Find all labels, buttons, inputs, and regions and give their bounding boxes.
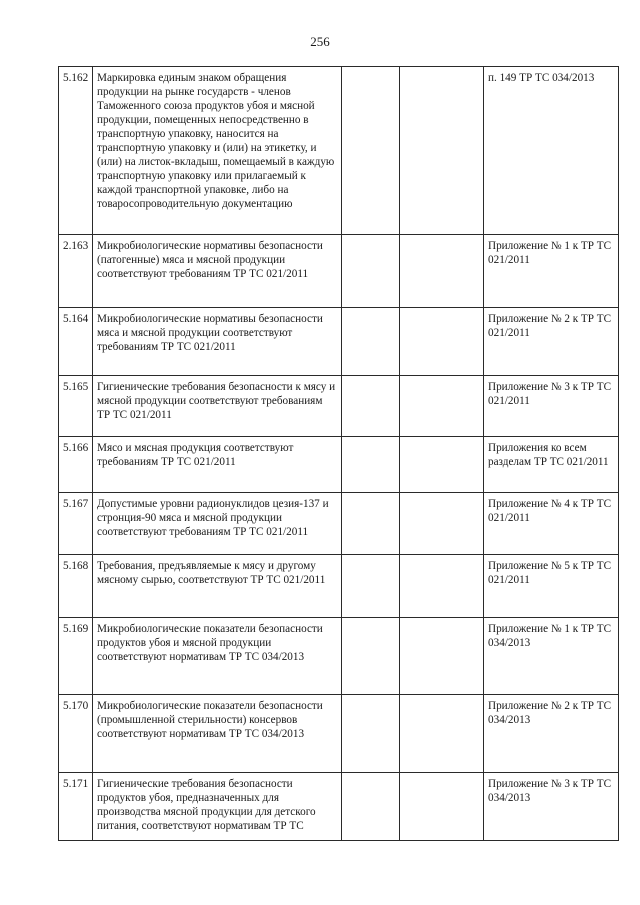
requirements-table [58, 66, 619, 841]
requirement-text: Гигиенические требования безопасности к мясу и мясной продукции соответствуют требованиям ТР ТС 021/2011 [93, 376, 342, 437]
row-number: 5.165 [59, 376, 93, 437]
empty-cell [400, 555, 484, 618]
empty-cell [400, 695, 484, 773]
table-row [59, 555, 619, 618]
empty-cell [342, 695, 400, 773]
table-row [59, 695, 619, 773]
reference-text: Приложение № 1 к ТР ТС 034/2013 [484, 618, 619, 695]
empty-cell [342, 437, 400, 493]
reference-text: Приложение № 4 к ТР ТС 021/2011 [484, 493, 619, 555]
empty-cell [342, 67, 400, 235]
reference-text: Приложение № 3 к ТР ТС 034/2013 [484, 773, 619, 841]
requirement-text: Микробиологические нормативы безопасности (патогенные) мяса и мясной продукции соответствуют требованиям ТР ТС 021/2011 [93, 235, 342, 308]
table-row [59, 437, 619, 493]
row-number: 5.164 [59, 308, 93, 376]
empty-cell [342, 235, 400, 308]
empty-cell [342, 308, 400, 376]
table-row [59, 235, 619, 308]
empty-cell [400, 308, 484, 376]
requirement-text: Микробиологические показатели безопасности продуктов убоя и мясной продукции соответствуют нормативам ТР ТС 034/2013 [93, 618, 342, 695]
row-number: 2.163 [59, 235, 93, 308]
table-row [59, 308, 619, 376]
reference-text: п. 149 ТР ТС 034/2013 [484, 67, 619, 235]
requirement-text: Микробиологические показатели безопасности (промышленной стерильности) консервов соответствуют нормативам ТР ТС 034/2013 [93, 695, 342, 773]
requirement-text: Допустимые уровни радионуклидов цезия-137 и стронция-90 мяса и мясной продукции соответствуют требованиям ТР ТС 021/2011 [93, 493, 342, 555]
requirement-text: Микробиологические нормативы безопасности мяса и мясной продукции соответствуют требованиям ТР ТС 021/2011 [93, 308, 342, 376]
empty-cell [400, 67, 484, 235]
reference-text: Приложения ко всем разделам ТР ТС 021/2011 [484, 437, 619, 493]
empty-cell [400, 437, 484, 493]
table-row [59, 618, 619, 695]
table-row [59, 773, 619, 841]
row-number: 5.166 [59, 437, 93, 493]
empty-cell [342, 493, 400, 555]
empty-cell [400, 493, 484, 555]
row-number: 5.169 [59, 618, 93, 695]
row-number: 5.171 [59, 773, 93, 841]
reference-text: Приложение № 2 к ТР ТС 034/2013 [484, 695, 619, 773]
requirement-text: Гигиенические требования безопасности продуктов убоя, предназначенных для производства мясной продукции для детского питания, соответствуют нормативам ТР ТС [93, 773, 342, 841]
empty-cell [400, 618, 484, 695]
empty-cell [400, 235, 484, 308]
page-number: 256 [310, 34, 330, 49]
table-row [59, 376, 619, 437]
requirement-text: Маркировка единым знаком обращения продукции на рынке государств - членов Таможенного союза продуктов убоя и мясной продукции, помещенных непосредственно в транспортную упаковку, наносится на транспортную упаковку и (или) на этикетку, и (или) на листок-вкладыш, помещаемый в каждую транспортную упаковку или прилагаемый к каждой транспортной упаковке, либо на товаросопроводительную документацию [93, 67, 342, 235]
reference-text: Приложение № 5 к ТР ТС 021/2011 [484, 555, 619, 618]
table-row [59, 493, 619, 555]
empty-cell [400, 773, 484, 841]
empty-cell [342, 773, 400, 841]
table-row [59, 67, 619, 235]
empty-cell [342, 376, 400, 437]
empty-cell [400, 376, 484, 437]
empty-cell [342, 618, 400, 695]
reference-text: Приложение № 1 к ТР ТС 021/2011 [484, 235, 619, 308]
requirement-text: Требования, предъявляемые к мясу и другому мясному сырью, соответствуют ТР ТС 021/2011 [93, 555, 342, 618]
row-number: 5.170 [59, 695, 93, 773]
row-number: 5.162 [59, 67, 93, 235]
row-number: 5.167 [59, 493, 93, 555]
empty-cell [342, 555, 400, 618]
reference-text: Приложение № 2 к ТР ТС 021/2011 [484, 308, 619, 376]
row-number: 5.168 [59, 555, 93, 618]
reference-text: Приложение № 3 к ТР ТС 021/2011 [484, 376, 619, 437]
requirement-text: Мясо и мясная продукция соответствуют требованиям ТР ТС 021/2011 [93, 437, 342, 493]
